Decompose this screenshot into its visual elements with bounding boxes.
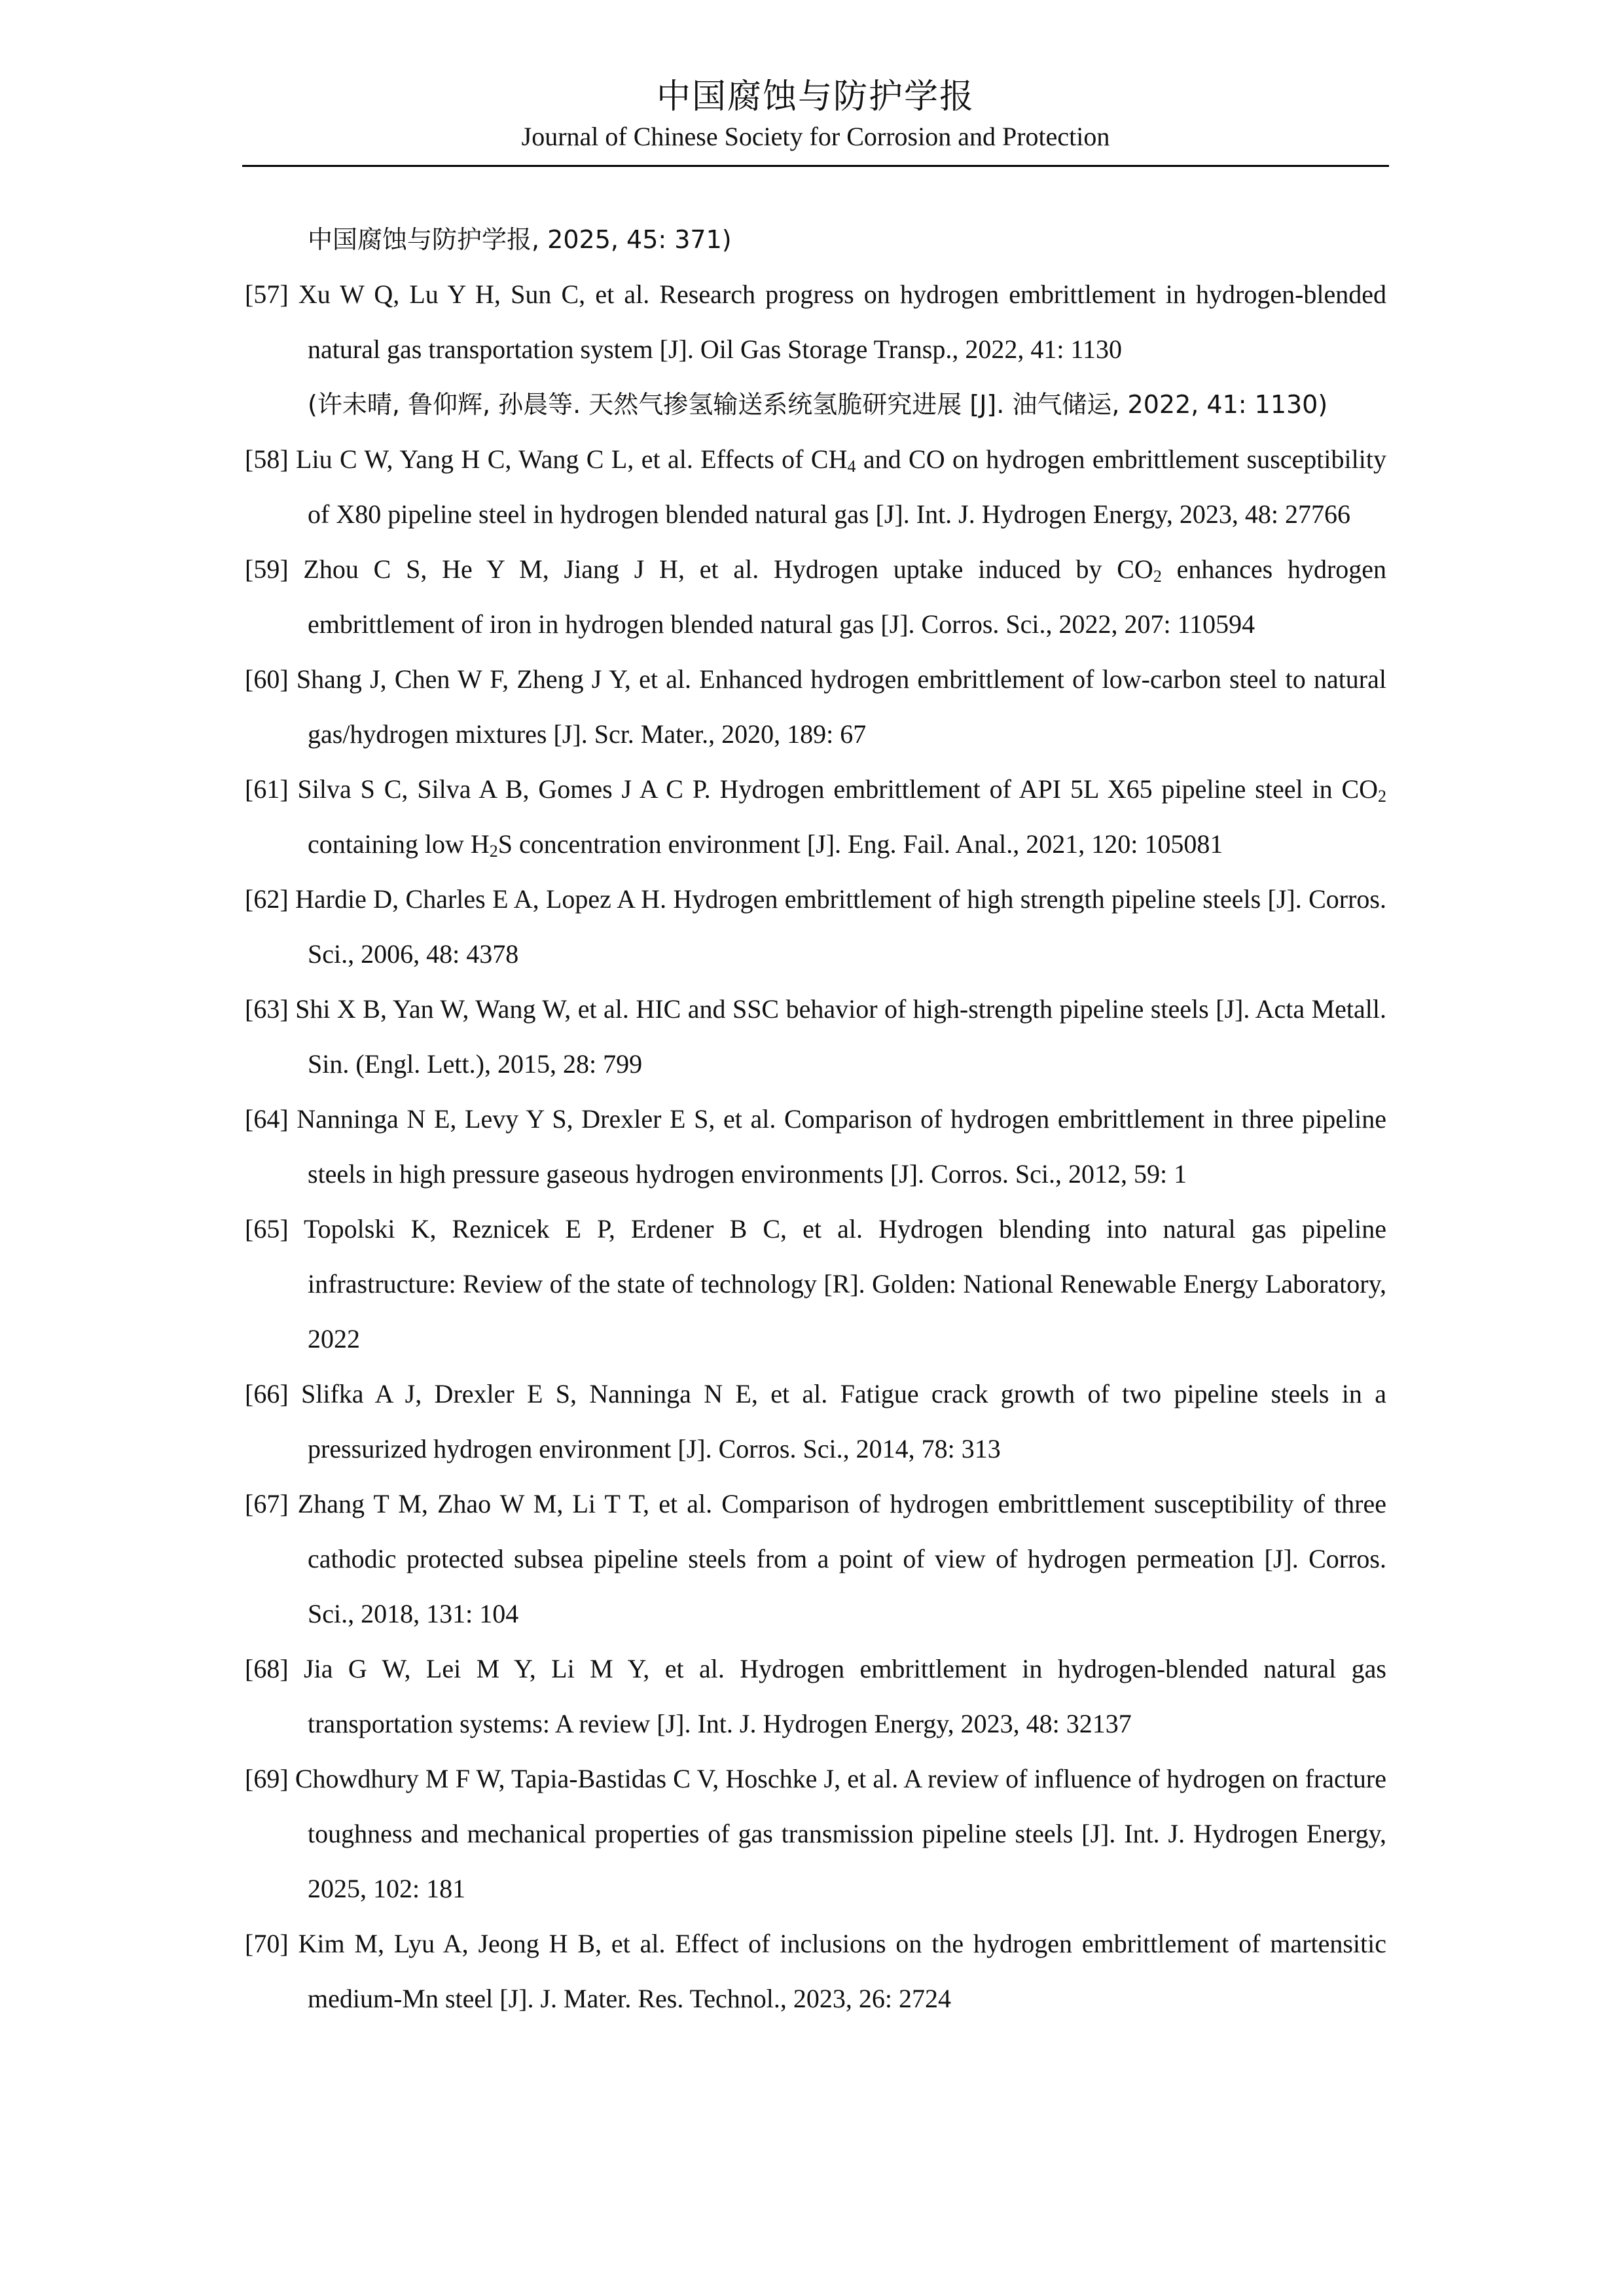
reference-text: Chowdhury M F W, Tapia-Bastidas C V, Hoschke J, et al. A review of influence of hydrogen on fracture toughness and mechanical properties of gas transmission pipeline steels [J]. Int. J. Hydrogen Energy, 2025, 102: 181 [295,1764,1387,1903]
reference-65 [245,1202,1386,1367]
reference-text: containing low H [308,829,490,859]
reference-number: [67] [245,1489,289,1518]
reference-text: Shang J, Chen W F, Zheng J Y, et al. Enhanced hydrogen embrittlement of low-carbon steel to natural gas/hydrogen mixtures [J]. Scr. Mater., 2020, 189: 67 [296,664,1386,749]
reference-number: [66] [245,1379,289,1408]
reference-text: Zhang T M, Zhao W M, Li T T, et al. Comparison of hydrogen embrittlement susceptibility of three cathodic protected subsea pipeline steels from a point of view of hydrogen permeation [J]. Corros. Sci., 2018, 131: 104 [297,1489,1387,1628]
reference-57 [245,267,1386,377]
reference-list [245,212,1386,2026]
journal-title-chinese: 中国腐蚀与防护学报 [656,77,975,117]
subscript: 2 [489,842,498,861]
reference-text: Zhou C S, He Y M, Jiang J H, et al. Hydrogen uptake induced by CO [303,554,1153,584]
reference-62 [245,872,1386,982]
running-header [242,73,1389,153]
reference-60 [245,652,1386,762]
reference-58 [245,432,1386,542]
subscript: 4 [847,457,856,476]
reference-text: Jia G W, Lei M Y, Li M Y, et al. Hydrogen embrittlement in hydrogen-blended natural gas transportation systems: A review [J]. Int. J. Hydrogen Energy, 2023, 48: 32137 [304,1654,1386,1738]
reference-67 [245,1477,1386,1641]
reference-63 [245,982,1386,1092]
reference-number: [64] [245,1104,289,1134]
reference-59 [245,542,1386,652]
reference-number: [60] [245,664,289,694]
header-divider [242,165,1389,167]
reference-number: [63] [245,994,289,1024]
reference-text: Slifka A J, Drexler E S, Nanninga N E, et al. Fatigue crack growth of two pipeline steels in a pressurized hydrogen environment [J]. Corros. Sci., 2014, 78: 313 [300,1379,1387,1463]
reference-text: Liu C W, Yang H C, Wang C L, et al. Effects of CH [296,444,848,474]
reference-continuation: 中国腐蚀与防护学报, 2025, 45: 371) [308,225,732,254]
reference-number: [68] [245,1654,289,1683]
reference-text: Silva S C, Silva A B, Gomes J A C P. Hydrogen embrittlement of API 5L X65 pipeline steel in CO [297,774,1379,804]
reference-text: Kim M, Lyu A, Jeong H B, et al. Effect of inclusions on the hydrogen embrittlement of martensitic medium-Mn steel [J]. J. Mater. Res. Technol., 2023, 26: 2724 [298,1929,1387,2013]
reference-70 [245,1916,1386,2026]
reference-64 [245,1092,1386,1202]
reference-number: [65] [245,1214,289,1244]
reference-69 [245,1751,1386,1916]
reference-66 [245,1367,1386,1477]
reference-number: [69] [245,1764,289,1793]
subscript: 2 [1378,787,1387,806]
reference-text: Nanninga N E, Levy Y S, Drexler E S, et al. Comparison of hydrogen embrittlement in three pipeline steels in high pressure gaseous hydrogen environments [J]. Corros. Sci., 2012, 59: 1 [297,1104,1386,1189]
reference-text: Topolski K, Reznicek E P, Erdener B C, et al. Hydrogen blending into natural gas pipeline infrastructure: Review of the state of technology [R]. Golden: National Renewable Energy Laboratory, 2022 [304,1214,1386,1354]
reference-number: [70] [245,1929,289,1958]
reference-61 [245,762,1386,872]
reference-number: [59] [245,554,289,584]
reference-text: Shi X B, Yan W, Wang W, et al. HIC and SSC behavior of high-strength pipeline steels [J]. Acta Metall. Sin. (Engl. Lett.), 2015, 28: 799 [295,994,1387,1079]
journal-title-english: Journal of Chinese Society for Corrosion and Protection [521,122,1110,151]
subscript: 2 [1153,567,1162,586]
reference-68 [245,1641,1386,1751]
reference-number: [62] [245,884,289,914]
reference-number: [61] [245,774,289,804]
reference-text: Hardie D, Charles E A, Lopez A H. Hydrogen embrittlement of high strength pipeline steels [J]. Corros. Sci., 2006, 48: 4378 [295,884,1386,969]
reference-text: S concentration environment [J]. Eng. Fail. Anal., 2021, 120: 105081 [497,829,1223,859]
reference-57-chinese: (许未晴, 鲁仰辉, 孙晨等. 天然气掺氢输送系统氢脆研究进展 [J]. 油气储运, 2022, 41: 1130) [308,390,1328,419]
reference-number: [57] [245,279,289,309]
reference-text: and CO on hydrogen embrittlement susceptibility of X80 pipeline steel in hydrogen blended natural gas [J]. Int. J. Hydrogen Energy, 2023, 48: 27766 [308,444,1386,529]
reference-text: enhances hydrogen embrittlement of iron in hydrogen blended natural gas [J]. Corros. Sci., 2022, 207: 110594 [308,554,1387,639]
reference-text: Xu W Q, Lu Y H, Sun C, et al. Research progress on hydrogen embrittlement in hydrogen-blended natural gas transportation system [J]. Oil Gas Storage Transp., 2022, 41: 1130 [298,279,1387,364]
reference-number: [58] [245,444,289,474]
